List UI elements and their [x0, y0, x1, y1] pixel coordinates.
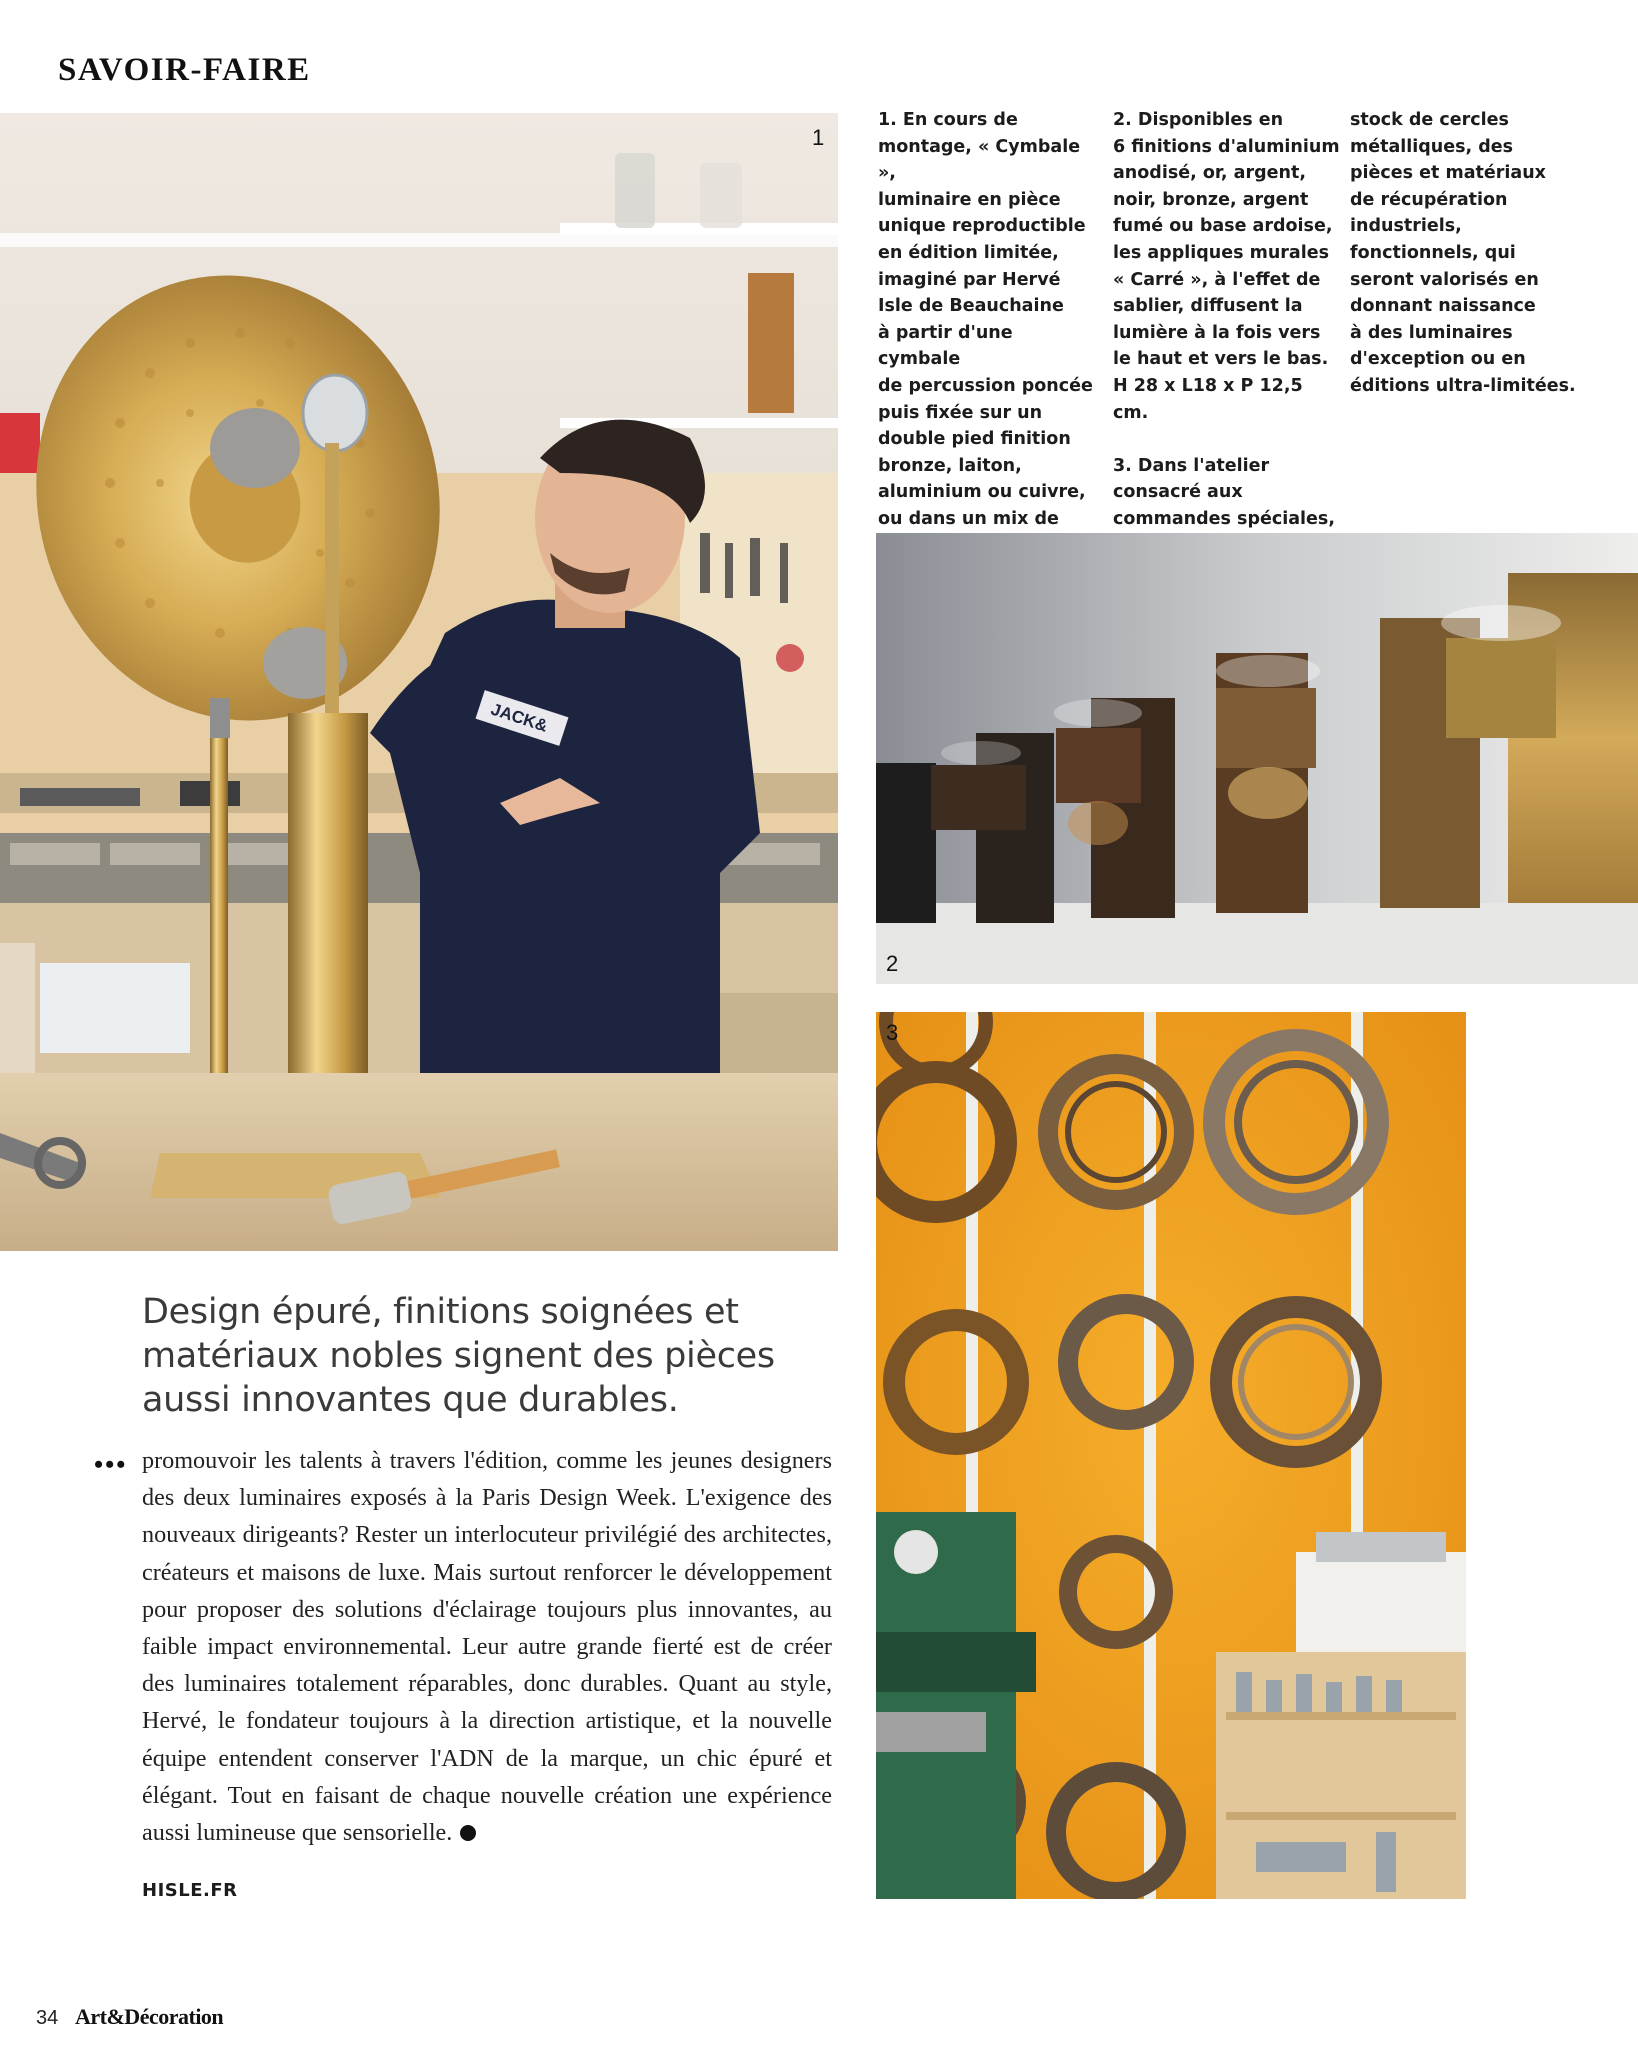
photo-metal-rings — [876, 1012, 1466, 1899]
article-body — [142, 1442, 832, 1851]
photo-wall-sconces — [876, 533, 1638, 984]
end-mark-icon — [460, 1825, 476, 1841]
caption-column-1: 1. En cours de montage, « Cymbale », luminaire en pièce unique reproductible en édition limitée, imaginé par Hervé Isle de Beauchaine à partir d'une cymbale de percussion poncée puis fixée sur un double pied finition bronze, laiton, aluminium ou cuivre, ou dans un mix de — [878, 110, 1093, 529]
photo-workshop-illustration — [0, 113, 838, 1251]
section-label: SAVOIR-FAIRE — [58, 52, 311, 88]
photo-number-1: 1 — [812, 125, 825, 150]
caption-column-3: stock de cercles métalliques, des pièces et matériaux de récupération industriels, fonctionnels, qui seront valorisés en donnant naissance à des luminaires d'exception ou en éditions ultra-limitées. — [1350, 110, 1576, 396]
photo-number-3: 3 — [886, 1020, 899, 1045]
photo-sconces-illustration — [876, 533, 1638, 984]
caption-column-2: 2. Disponibles en 6 finitions d'aluminium anodisé, or, argent, noir, bronze, argent fumé ou base ardoise, les appliques murales « Carré », à l'effet de sablier, diffusent la lumière à la fois vers le haut et vers le bas. H 28 x L18 x P 12,5 cm. 3. Dans l'atelier consacré aux commandes spéciales, — [1113, 110, 1340, 529]
magazine-name: Art&Décoration — [75, 2004, 224, 2029]
continuation-mark: ••• — [94, 1450, 128, 1479]
pull-quote: Design épuré, finitions soignées et matériaux nobles signent des pièces aussi innovantes que durables. — [142, 1292, 775, 1420]
photo-rings-illustration — [876, 1012, 1466, 1899]
page-number: 34 — [36, 2007, 59, 2029]
photo-workshop-cymbal — [0, 113, 838, 1251]
photo-number-2: 2 — [886, 951, 899, 976]
article-body-text: promouvoir les talents à travers l'édition, comme les jeunes designers des deux luminaires exposés à la Paris Design Week. L'exigence des nouveaux dirigeants? Rester un interlocuteur privilégié des architectes, créateurs et maisons de luxe. Mais surtout renforcer le développement pour proposer des solutions d'éclairage toujours plus innovantes, au faible impact environnemental. Leur autre grande fierté est de créer des luminaires totalement réparables, donc durables. Quant au style, Hervé, le fondateur toujours à la direction artistique, et la nouvelle équipe entendent conserver l'ADN de la marque, un chic épuré et élégant. Tout en faisant de chaque nouvelle création une expérience aussi lumineuse que sensorielle. — [142, 1447, 832, 1847]
shirt-logo: JACK& — [488, 699, 551, 736]
website-link[interactable]: HISLE.FR — [142, 1880, 238, 1901]
